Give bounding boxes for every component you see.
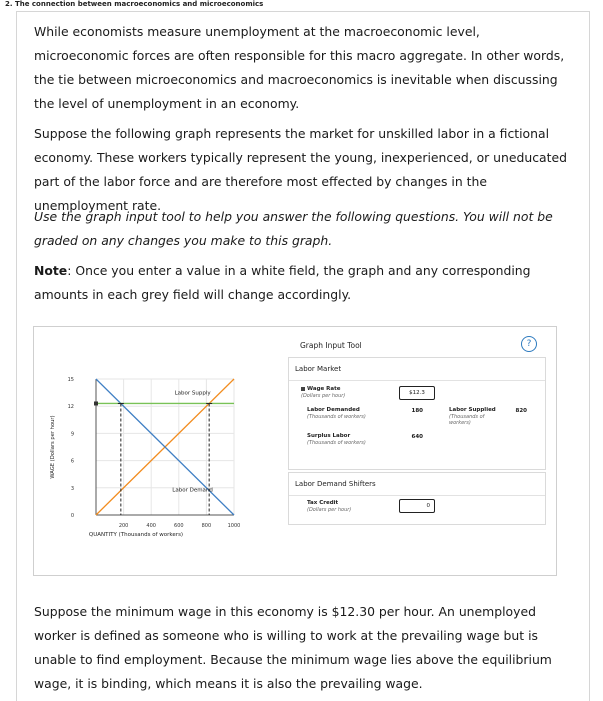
y-axis-label: WAGE (Dollars per hour) xyxy=(50,415,56,479)
intro-paragraph-2: Suppose the following graph represents the market for unskilled labor in a fictional economy. These workers typically represent the young, inexperienced, or uneducated part of the labor force and are therefore most effected by changes in the unemployment rate. xyxy=(34,126,567,213)
graph-input-tool-title: Graph Input Tool xyxy=(300,341,362,350)
x-tick-label: 400 xyxy=(146,523,156,529)
y-tick-label: 3 xyxy=(70,485,74,492)
x-axis-label: QUANTITY (Thousands of workers) xyxy=(88,532,184,538)
labor-supplied-value: 820 xyxy=(515,408,527,414)
x-tick-label: 800 xyxy=(201,523,212,529)
followup-paragraph: Suppose the minimum wage in this economy is $12.30 per hour. An unemployed worker is defined as someone who is willing to work at the prevailing wage but is unable to find employment. Because the minimum wage lies above the equilibrium wage, it is binding, which means it is also the prevailing wage. xyxy=(34,604,552,691)
labor-demanded-unit: (Thousands of workers) xyxy=(307,413,366,420)
graph-widget xyxy=(33,326,557,576)
panel-divider xyxy=(289,380,545,381)
y-tick-label: 15 xyxy=(67,377,74,383)
instructions-paragraph: Use the graph input tool to help you answer the following questions. You will not be graded on any changes you make to this graph. xyxy=(34,209,553,248)
wage-rate-label: Wage Rate (Dollars per hour) xyxy=(301,386,346,399)
note-label: Note xyxy=(34,263,68,278)
note-text: : Once you enter a value in a white field, the graph and any corresponding amounts in each grey field will change accordingly. xyxy=(34,263,531,302)
surplus-labor-value: 640 xyxy=(411,434,423,440)
tax-credit-unit: (Dollars per hour) xyxy=(307,506,352,513)
origin-label: 0 xyxy=(70,513,74,519)
y-tick-label: 12 xyxy=(67,404,74,411)
square-icon xyxy=(301,387,305,391)
surplus-labor-label: Surplus Labor (Thousands of workers) xyxy=(307,433,366,446)
note-paragraph xyxy=(34,259,574,307)
x-tick-label: 1000 xyxy=(227,523,241,529)
y-tick-label: 9 xyxy=(70,431,74,438)
tax-credit-input[interactable]: 0 xyxy=(399,499,435,513)
y-tick-label: 6 xyxy=(70,458,74,465)
wage-handle-square xyxy=(94,401,98,405)
wage-rate-unit: (Dollars per hour) xyxy=(301,392,346,399)
wage-rate-input[interactable]: $12.3 xyxy=(399,386,435,400)
intro-paragraph-1: While economists measure unemployment at the macroeconomic level, microeconomic forces are often responsible for this macro aggregate. In other words, the tie between microeconomics and macroeconomics is inevitable when discussing the level of unemployment in an economy. xyxy=(34,24,565,111)
labor-market-panel xyxy=(288,357,546,470)
labor-supply-label: Labor Supply xyxy=(174,390,211,397)
help-icon[interactable]: ? xyxy=(521,336,537,352)
labor-market-chart[interactable] xyxy=(34,327,284,575)
labor-market-title: Labor Market xyxy=(295,365,342,373)
shifters-title: Labor Demand Shifters xyxy=(295,480,376,488)
question-title: 2. The connection between macroeconomics and microeconomics xyxy=(5,0,264,8)
labor-demanded-value: 180 xyxy=(411,408,423,414)
surplus-labor-unit: (Thousands of workers) xyxy=(307,439,366,446)
labor-demand-label: Labor Demand xyxy=(172,487,213,494)
panel-divider xyxy=(289,495,545,496)
x-tick-label: 600 xyxy=(174,523,184,529)
labor-supplied-unit: (Thousands of workers) xyxy=(449,413,485,426)
labor-demanded-label: Labor Demanded (Thousands of workers) xyxy=(307,407,366,420)
tax-credit-label: Tax Credit (Dollars per hour) xyxy=(307,500,352,513)
x-tick-label: 200 xyxy=(118,523,129,529)
labor-supplied-label: Labor Supplied (Thousands of workers) xyxy=(449,407,496,426)
labor-demand-shifters-panel xyxy=(288,472,546,525)
